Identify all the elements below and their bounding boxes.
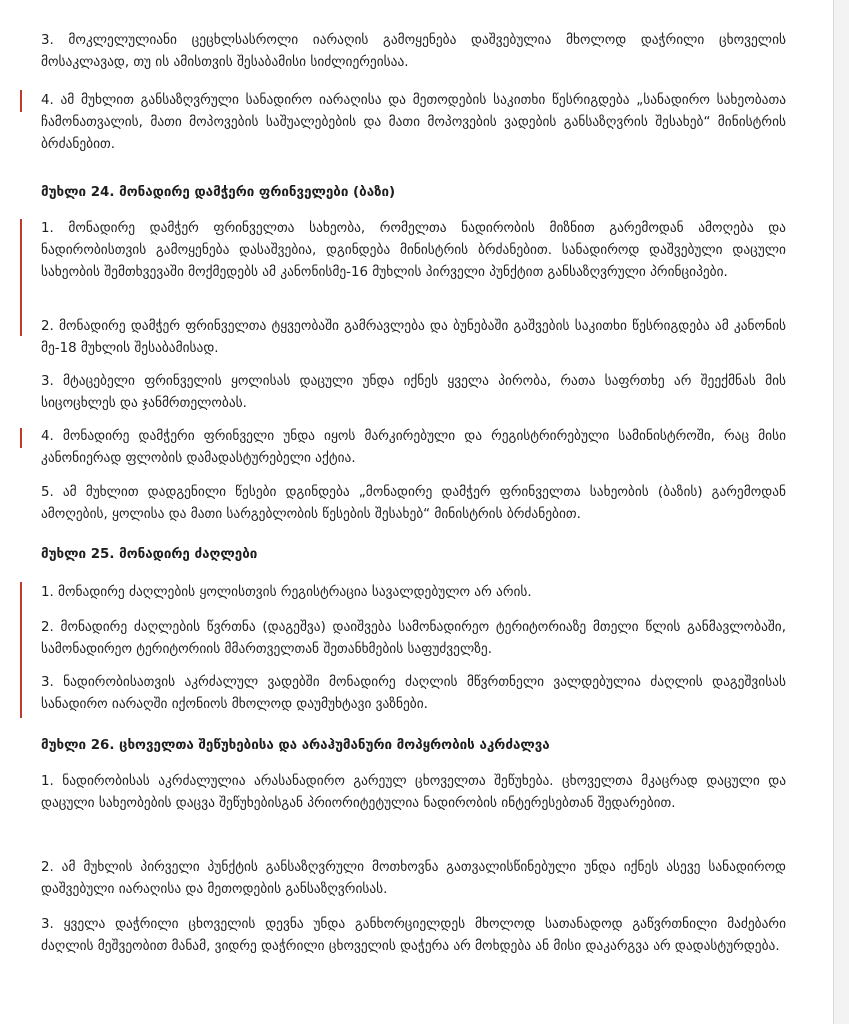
paragraph: 3. ყველა დაჭრილი ცხოველის დევნა უნდა განხორციელდეს მხოლოდ სათანადოდ გაწვრთნილი მაძებარი ძაღლის მეშვეობით მანამ, ვიდრე დაჭრილი ცხოველის დაჭერა არ მოხდება ან მისი დაკარგვა არ დადასტურდება. (41, 917, 786, 954)
paragraph: 4. ამ მუხლით განსაზღვრული სანადირო იარაღისა და მეთოდების საკითხი წესრიგდება „სანადირო სახეობათა ჩამონათვალის, მათი მოპოვების საშუალებების და მათი მოპოვების ვადების განსაზღვრის შესახებ“ მინისტრის ბრძანებით. (41, 93, 786, 152)
paragraph: 3. მოკლელულიანი ცეცხლსასროლი იარაღის გამოყენება დაშვებულია მხოლოდ დაჭრილი ცხოველის მოსაკლავად, თუ ის ამისთვის შესაბამისი სიძლიერეისაა. (41, 33, 786, 70)
paragraph: 2. მონადირე ძაღლების წვრთნა (დაგეშვა) დაიშვება სამონადირეო ტერიტორიაზე მთელი წლის განმავლობაში, სამონადირეო ტერიტორიის მმართველთან შეთანხმების საფუძველზე. (41, 620, 786, 657)
paragraph: 1. მონადირე დამჭერ ფრინველთა სახეობა, რომელთა ნადირობის მიზნით გარემოდან ამოღება და ნადირობისთვის გამოყენება დასაშვებია, დგინდება მინისტრის ბრძანებით. სანადიროდ დაშვებული დაცული სახეობის შემთხვევაში მოქმედებს ამ კანონისმე-16 მუხლის პირველი პუნქტით განსაზღვრული პრინციპები. (41, 221, 786, 280)
change-bar (20, 428, 22, 448)
paragraph: 2. მონადირე დამჭერ ფრინველთა ტყვეობაში გამრავლება და ბუნებაში გაშვების საკითხი წესრიგდება ამ კანონის მე-18 მუხლის შესაბამისად. (41, 319, 786, 356)
paragraph: 4. მონადირე დამჭერი ფრინველი უნდა იყოს მარკირებული და რეგისტრირებული სამინისტროში, რაც მისი კანონიერად ფლობის დამადასტურებელი აქტია. (41, 429, 786, 466)
paragraph: 3. მტაცებელი ფრინველის ყოლისას დაცული უნდა იქნეს ყველა პირობა, რათა საფრთხე არ შეექმნას მის სიცოცხლეს და ჯანმრთელობას. (41, 374, 786, 411)
paragraph: 1. ნადირობისას აკრძალულია არასანადირო გარეულ ცხოველთა შეწუხება. ცხოველთა მკაცრად დაცული და დაცული სახეობების დაცვა შეწუხებისგან პრიორიტეტულია ნადირობის ინტერესებთან შედარებით. (41, 774, 786, 811)
document-gutter (834, 0, 849, 1024)
article-heading: მუხლი 24. მონადირე დამჭერი ფრინველები (ბაზი) (41, 185, 396, 200)
change-bar (20, 219, 22, 336)
change-bar (20, 582, 22, 718)
article-heading: მუხლი 26. ცხოველთა შეწუხებისა და არაჰუმანური მოპყრობის აკრძალვა (41, 738, 550, 753)
paragraph: 2. ამ მუხლის პირველი პუნქტის განსაზღვრული მოთხოვნა გათვალისწინებული უნდა იქნეს ასევე სანადიროდ დაშვებული იარაღისა და მეთოდების განსაზღვრისას. (41, 860, 786, 897)
paragraph: 1. მონადირე ძაღლების ყოლისთვის რეგისტრაცია სავალდებულო არ არის. (41, 585, 532, 600)
article-heading: მუხლი 25. მონადირე ძაღლები (41, 547, 258, 562)
paragraph: 3. ნადირობისათვის აკრძალულ ვადებში მონადირე ძაღლის მწვრთნელი ვალდებულია ძაღლის დაგეშვისას სანადირო იარაღში იქონიოს მხოლოდ დაუმუხტავი ვაზნები. (41, 675, 786, 712)
paragraph: 5. ამ მუხლით დადგენილი წესები დგინდება „მონადირე დამჭერ ფრინველთა სახეობის (ბაზის) გარემოდან ამოღების, ყოლისა და მათი სარგებლობის წესების შესახებ“ მინისტრის ბრძანებით. (41, 485, 786, 522)
change-bar (20, 90, 22, 112)
